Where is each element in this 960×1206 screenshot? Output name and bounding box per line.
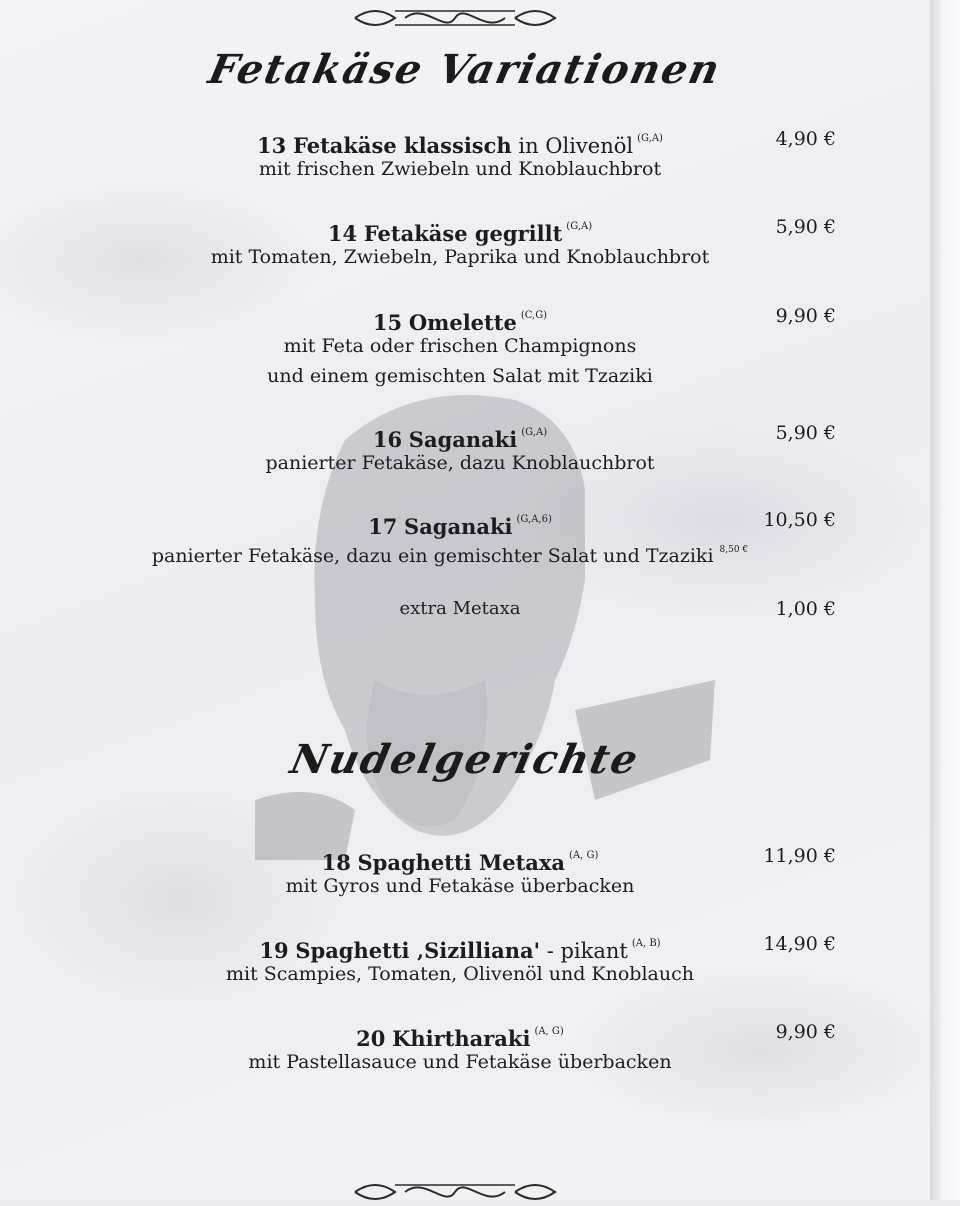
item-name: Omelette bbox=[408, 310, 517, 335]
item-description: mit Feta oder frischen Champignons bbox=[283, 335, 637, 357]
allergen-codes: (A, B) bbox=[631, 938, 661, 949]
item-description bbox=[0, 535, 910, 571]
item-number: 18 bbox=[321, 850, 351, 875]
item-name: Fetakäse klassisch bbox=[292, 133, 512, 158]
page-edge bbox=[930, 0, 960, 1200]
item-description: mit Tomaten, Zwiebeln, Paprika und Knoblauchbrot bbox=[210, 246, 710, 268]
small-portion-price: 8,50 € bbox=[719, 545, 749, 555]
allergen-codes: (G,A) bbox=[521, 427, 548, 438]
item-price: 4,90 € bbox=[775, 128, 836, 150]
item-price: 5,90 € bbox=[775, 216, 836, 238]
item-description: mit Scampies, Tomaten, Olivenöl und Knoblauch bbox=[226, 963, 694, 985]
item-description: mit Gyros und Fetakäse überbacken bbox=[285, 875, 635, 897]
allergen-codes: (A, G) bbox=[534, 1026, 564, 1037]
item-name: Khirtharaki bbox=[392, 1026, 531, 1051]
section-title-pasta: Nudelgerichte bbox=[286, 736, 644, 783]
item-number: 19 bbox=[259, 938, 289, 963]
item-number: 13 bbox=[257, 133, 287, 158]
item-name: Saganaki bbox=[408, 427, 518, 452]
extra-label: extra Metaxa bbox=[399, 598, 521, 619]
allergen-codes: (G,A,6) bbox=[516, 514, 552, 525]
item-price: 9,90 € bbox=[775, 1021, 836, 1043]
allergen-codes: (G,A) bbox=[566, 221, 593, 232]
item-description-text: panierter Fetakäse, dazu ein gemischter Salat und Tzaziki bbox=[151, 545, 714, 567]
item-description: mit Pastellasauce und Fetakäse überbacken bbox=[248, 1051, 672, 1073]
item-name-suffix: in Olivenöl bbox=[518, 134, 634, 158]
allergen-codes: (G,A) bbox=[637, 133, 663, 144]
bottom-ornament-icon bbox=[345, 1178, 565, 1206]
item-number: 20 bbox=[356, 1026, 386, 1051]
allergen-codes: (A, G) bbox=[569, 850, 599, 861]
item-name: Spaghetti Metaxa bbox=[357, 850, 566, 875]
item-name: Spaghetti ‚Sizilliana' bbox=[295, 938, 541, 963]
item-number: 17 bbox=[368, 514, 398, 539]
item-number: 14 bbox=[327, 221, 358, 246]
item-number: 15 bbox=[372, 310, 403, 335]
item-price: 5,90 € bbox=[775, 422, 836, 444]
item-price: 9,90 € bbox=[775, 305, 836, 327]
extra-price: 1,00 € bbox=[775, 598, 836, 620]
item-description: panierter Fetakäse, dazu Knoblauchbrot bbox=[265, 452, 655, 474]
section-title-feta: Fetakäse Variationen bbox=[204, 46, 726, 93]
top-ornament-icon bbox=[345, 4, 565, 32]
item-name: Saganaki bbox=[404, 514, 513, 539]
item-number: 16 bbox=[372, 427, 403, 452]
item-price: 11,90 € bbox=[763, 845, 836, 867]
item-price: 14,90 € bbox=[763, 933, 836, 955]
item-description: und einem gemischten Salat mit Tzaziki bbox=[267, 365, 653, 387]
item-description: mit frischen Zwiebeln und Knoblauchbrot bbox=[258, 158, 662, 180]
item-name-suffix: - pikant bbox=[546, 939, 628, 963]
item-name: Fetakäse gegrillt bbox=[363, 221, 563, 246]
allergen-codes: (C,G) bbox=[520, 310, 548, 321]
item-price: 10,50 € bbox=[763, 509, 836, 531]
